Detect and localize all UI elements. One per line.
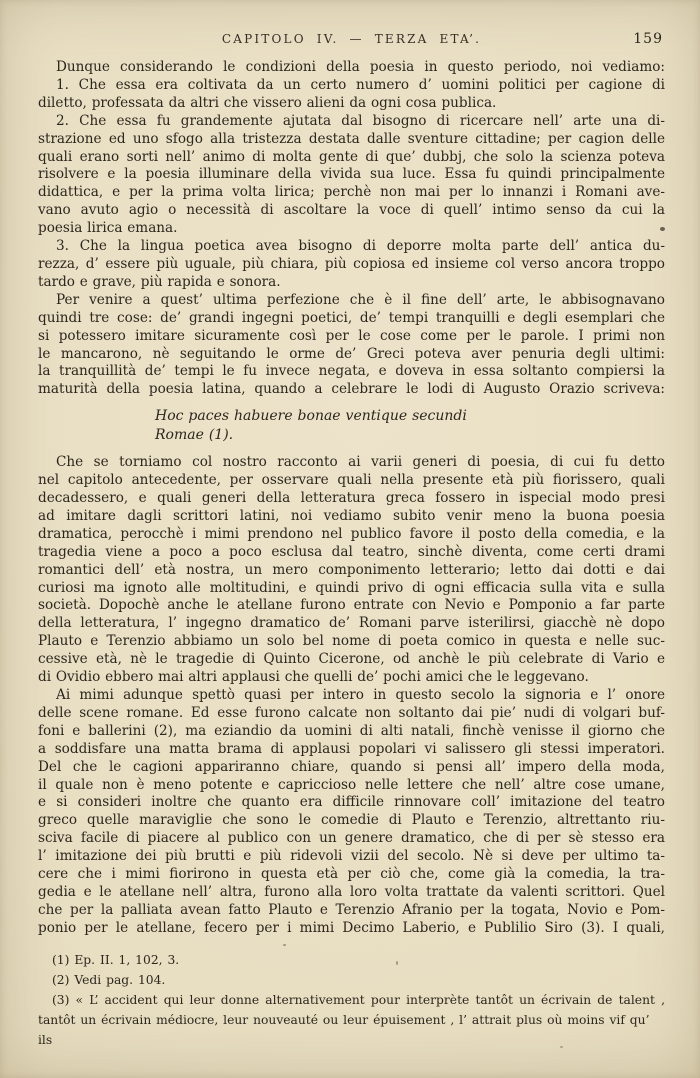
ink-speck	[283, 944, 286, 946]
text-column	[38, 59, 665, 938]
text-line: Dunque considerando le condizioni della poesia in questo periodo, noi vediamo:	[56, 59, 665, 75]
text-line: 3. Che la lingua poetica avea bisogno di deporre molta parte dell’ antica du-	[56, 238, 665, 255]
footnote	[38, 970, 665, 990]
paragraph	[38, 77, 665, 113]
paragraph	[38, 113, 665, 238]
text-line: decadessero, e quali generi della letteratura greca fossero in ispecial modo presi	[38, 490, 665, 507]
paragraph	[38, 687, 665, 938]
text-line: vano avuto agio o necessità di ascoltare la voce di quell’ intimo senso da cui la	[38, 202, 665, 219]
text-line: l’ imitazione dei più brutti e più ridevoli vizii del secolo. Nè si deve per ultimo ta-	[38, 848, 665, 865]
text-line: Per venire a quest’ ultima perfezione che è il fine dell’ arte, le abbisognavano	[56, 291, 665, 308]
text-line: che per la palliata avean fatto Plauto e Terenzio Afranio per la togata, Novio e Pom-	[38, 901, 665, 918]
text-line: diletto, professata da altri che vissero alieni da ogni cosa publica.	[38, 94, 497, 111]
text-line: Hoc paces habuere bonae ventique secundi	[155, 408, 467, 425]
text-line: si potessero imitare sicuramente così per le cose come per le parole. I primi non	[38, 327, 665, 344]
text-line: rezza, d’ essere più uguale, più chiara, più copiosa ed insieme col verso ancora troppo	[38, 255, 665, 272]
text-line: cessive età, nè le tragedie di Quinto Cicerone, od anchè le più celebrate di Vario e	[38, 651, 665, 668]
text-line: Romae (1).	[155, 426, 234, 443]
paragraph	[38, 238, 665, 292]
paragraph	[38, 454, 665, 687]
chapter-title: CAPITOLO IV. — TERZA ETA’.	[221, 32, 482, 46]
text-line: (2) Vedi pag. 104.	[52, 973, 166, 987]
text-line: Che se torniamo col nostro racconto ai varii generi di poesia, di cui fu detto	[56, 454, 665, 471]
text-line: greco quelle maraviglie che sono le comedie di Plauto e Terenzio, altrettanto riu-	[38, 812, 665, 829]
text-line: 2. Che essa fu grandemente ajutata dal bisogno di ricercare nell’ arte una di-	[56, 112, 665, 129]
text-line: (3) « L’ accident qui leur donne alternativement pour interprète tantôt un écrivain de talent ,	[52, 993, 665, 1007]
text-line: tantôt un écrivain médiocre, leur nouveauté ou leur épuisement , l’ attrait plus où moins vif qu’ ils	[38, 1013, 650, 1047]
text-line: foni e ballerini (2), ma eziandio da uomini di alti natali, finchè venisse il giorno che	[38, 722, 665, 739]
text-line: quindi tre cose: de’ grandi ingegni poetici, de’ tempi tranquilli e degli esemplari che	[38, 309, 665, 326]
paragraph	[38, 59, 665, 77]
text-line: cere che i mimi fiorirono in questa età per ciò che, come già la comedia, la tra-	[38, 866, 665, 883]
text-line: dramatica, perocchè i mimi prendono nel publico favore il posto della comedia, e la	[38, 525, 665, 542]
ink-speck	[396, 961, 398, 965]
text-line: risolvere e la poesia illuminare della vivida sua luce. Essa fu quindi principalmente	[38, 166, 665, 183]
text-line: poesia lirica emana.	[38, 220, 178, 237]
footnotes	[38, 950, 665, 1050]
ink-speck	[660, 227, 665, 231]
text-line: Ai mimi adunque spettò quasi per intero in questo secolo la signoria e l’ onore	[56, 687, 665, 703]
verse-quote	[155, 407, 665, 444]
paragraph	[38, 292, 665, 399]
page-header	[38, 32, 665, 50]
text-line: a soddisfare una matta brama di applausi popolari vi salissero gli stessi imperatori.	[38, 740, 665, 757]
footnote	[38, 990, 665, 1050]
text-line: strazione ed uno sfogo alla tristezza destata dalle sventure cittadine; per cagion delle	[38, 130, 665, 147]
text-line: tragedia viene a poco a poco esclusa dal teatro, sinchè diventa, come certi drami	[38, 543, 665, 560]
text-line: tardo e grave, più rapida e sonora.	[38, 273, 281, 290]
text-line: gedia e le atellane nell’ altra, furono alla loro volta trattate da valenti scrittori. Quel	[38, 883, 665, 900]
text-line: quali erano sorti nell’ animo di molta gente di que’ dubbj, che solo la scienza poteva	[38, 148, 665, 165]
text-line: sciva facile di piacere al publico con un genere dramatico, che di per sè stesso era	[38, 830, 665, 847]
text-line: maturità della poesia latina, quando a celebrare le lodi di Augusto Orazio scriveva:	[38, 381, 665, 398]
footnote	[38, 950, 665, 970]
text-line: le mancarono, nè seguitando le orme de’ Greci poteva aver penuria degli ultimi:	[38, 345, 665, 362]
text-line: curiosi ma ignoto alle moltitudini, e quindi privo di ogni efficacia sulla vita e sulla	[38, 579, 665, 596]
page-number: 159	[633, 31, 663, 47]
text-line: Plauto e Terenzio abbiamo un solo bel nome di poeta comico in questa e nelle suc-	[38, 633, 665, 650]
text-line: e si consideri inoltre che quanto era difficile rinnovare coll’ imitazione del teatro	[38, 794, 665, 811]
text-line: (1) Ep. II. 1, 102, 3.	[52, 953, 180, 967]
text-line: 1. Che essa era coltivata da un certo numero d’ uomini politici per cagione di	[56, 76, 665, 93]
text-line: la tranquillità de’ tempi le fu invece negata, e doveva in essa soltanto compiersi la	[38, 363, 665, 380]
text-line: il quale non è meno potente e capriccioso nelle lettere che nell’ altre cose umane,	[38, 776, 665, 793]
text-line: di Ovidio ebbero mai altri applausi che quelli de’ pochi amici che le leggevano.	[38, 669, 589, 686]
text-line: ad imitare dagli scrittori latini, noi vediamo subito venir meno la buona poesia	[38, 507, 665, 524]
text-line: della letteratura, l’ ingegno dramatico de’ Romani parve isterilirsi, giacchè nè dopo	[38, 615, 665, 632]
text-line: romantici dell’ età nostra, un mero componimento letterario; letto dai dotti e dai	[38, 561, 665, 578]
ink-speck	[560, 1046, 563, 1048]
text-line: società. Dopochè anche le atellane furono entrate con Nevio e Pomponio a far parte	[38, 597, 665, 614]
text-line: delle scene romane. Ed esse furono calcate non soltanto dai pie’ nudi di volgari buf-	[38, 704, 665, 721]
text-line: nel capitolo antecedente, per osservare quali nella presente età più fiorissero, quali	[38, 472, 665, 489]
text-line: ponio per le atellane, fecero per i mimi Decimo Laberio, e Publilio Siro (3). I quali,	[38, 919, 665, 936]
text-line: Del che le cagioni appariranno chiare, quando si pensi all’ impero della moda,	[38, 758, 665, 775]
text-line: didattica, e per la prima volta lirica; perchè non mai per lo innanzi i Romani ave-	[38, 184, 665, 201]
